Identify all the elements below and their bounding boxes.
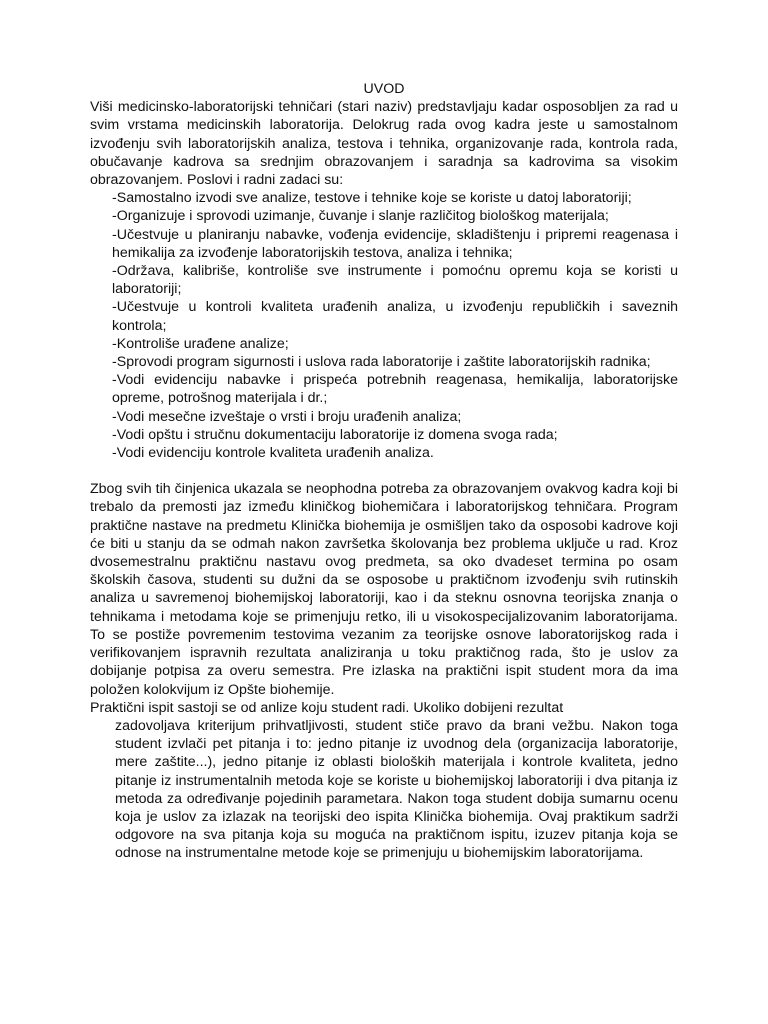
paragraph-gap xyxy=(90,462,678,480)
body-paragraph-3-first-line: Praktični ispit sastoji se od anlize koju student radi. Ukoliko dobijeni rezultat xyxy=(90,699,564,716)
list-item: -Vodi evidenciju kontrole kvaliteta urađenih analiza. xyxy=(112,445,434,462)
document-page xyxy=(90,80,678,863)
body-paragraph-3-text: zadovoljava kriterijum prihvatljivosti, student stiče pravo da brani vežbu. Nakon toga student izvlači pet pitanja i to: jedno pitanje iz uvodnog dela (organizacija laboratorije, mere zaštite...), jedno pitanje iz oblasti bioloških materijala i kontrole kvaliteta, jedno pitanje iz instrumentalnih metoda koje se koriste u biohemijskoj laboratoriji i dva pitanja iz metoda za određivanje pojedinih parametara. Nakon toga student dobija sumarnu ocenu koja je uslov za izlazak na teorijski deo ispita Klinička biohemija. Ovaj praktikum sadrži odgovore na sva pitanja koja su moguća na praktičnom ispitu, izuzev pitanja koja se odnose na instrumentalne metode koje se primenjuju u biohemijskim laboratorijama. xyxy=(115,717,678,862)
list-item: -Kontroliše urađene analize; xyxy=(112,335,289,352)
intro-paragraph: Viši medicinsko-laboratorijski tehničari (stari naziv) predstavljaju kadar osposobljen za rad u svim vrstama medicinskih laboratorija. Delokrug rada ovog kadra jeste u samostalnom izvođenju svih laboratorijskih analiza, testova i tehnika, organizovanje rada, kontrola rada, obučavanje kadrova sa srednjim obrazovanjem i saradnja sa kadrovima sa visokim obrazovanjem. Poslovi i radni zadaci su: xyxy=(90,99,678,189)
list-item: -Vodi mesečne izveštaje o vrsti i broju urađenih analiza; xyxy=(112,408,462,425)
list-item: -Učestvuje u planiranju nabavke, vođenja evidencije, skladištenju i pripremi reagenasa i hemikalija za izvođenje laboratorijskih testova, analiza i tehnika; xyxy=(112,226,678,261)
list-item: -Vodi opštu i stručnu dokumentaciju laboratorije iz domena svoga rada; xyxy=(112,426,558,443)
list-item: -Sprovodi program sigurnosti i uslova rada laboratorije i zaštite laboratorijskih radnika; xyxy=(112,354,651,371)
list-item: -Samostalno izvodi sve analize, testove i tehnike koje se koriste u datoj laboratoriji; xyxy=(112,190,632,207)
duties-list xyxy=(90,189,678,462)
document-title: UVOD xyxy=(363,81,405,97)
list-item: -Vodi evidenciju nabavke i prispeća potrebnih reagenasa, hemikalija, laboratorijske opreme, potrošnog materijala i dr.; xyxy=(112,372,678,407)
list-item: -Organizuje i sprovodi uzimanje, čuvanje i slanje različitog biološkog materijala; xyxy=(112,208,609,225)
body-paragraph-2: Zbog svih tih činjenica ukazala se neophodna potreba za obrazovanjem ovakvog kadra koji bi trebalo da premosti jaz između kliničkog biohemičara i laboratorijskog tehničara. Program praktične nastave na predmetu Klinička biohemija je osmišljen tako da osposobi kadrove koji će biti u stanju da se odmah nakon završetka školovanja bez problema uključe u rad. Kroz dvosemestralnu praktičnu nastavu ovog predmeta, sa oko dvadeset termina po osam školskih časova, studenti su dužni da se osposobe u praktičnom izvođenju svih rutinskih analiza u savremenoj biohemijskoj laboratoriji, kao i da steknu osnovna teorijska znanja o tehnikama i metodama koje se primenjuju retko, ili u visokospecijalizovanim laboratorijama. To se postiže povremenim testovima vezanim za teorijske osnove laboratorijskog rada i verifikovanjem ispravnih rezultata analiziranja u toku praktičnog rada, što je uslov za dobijanje potpisa za overu semestra. Pre izlaska na praktični ispit student mora da ima položen kolokvijum iz Opšte biohemije. xyxy=(90,481,678,698)
list-item: -Učestvuje u kontroli kvaliteta urađenih analiza, u izvođenju republičkih i saveznih kontrola; xyxy=(112,299,678,334)
list-item: -Održava, kalibriše, kontroliše sve instrumente i pomoćnu opremu koja se koristi u laboratoriji; xyxy=(112,263,678,298)
body-paragraph-3 xyxy=(90,717,678,863)
